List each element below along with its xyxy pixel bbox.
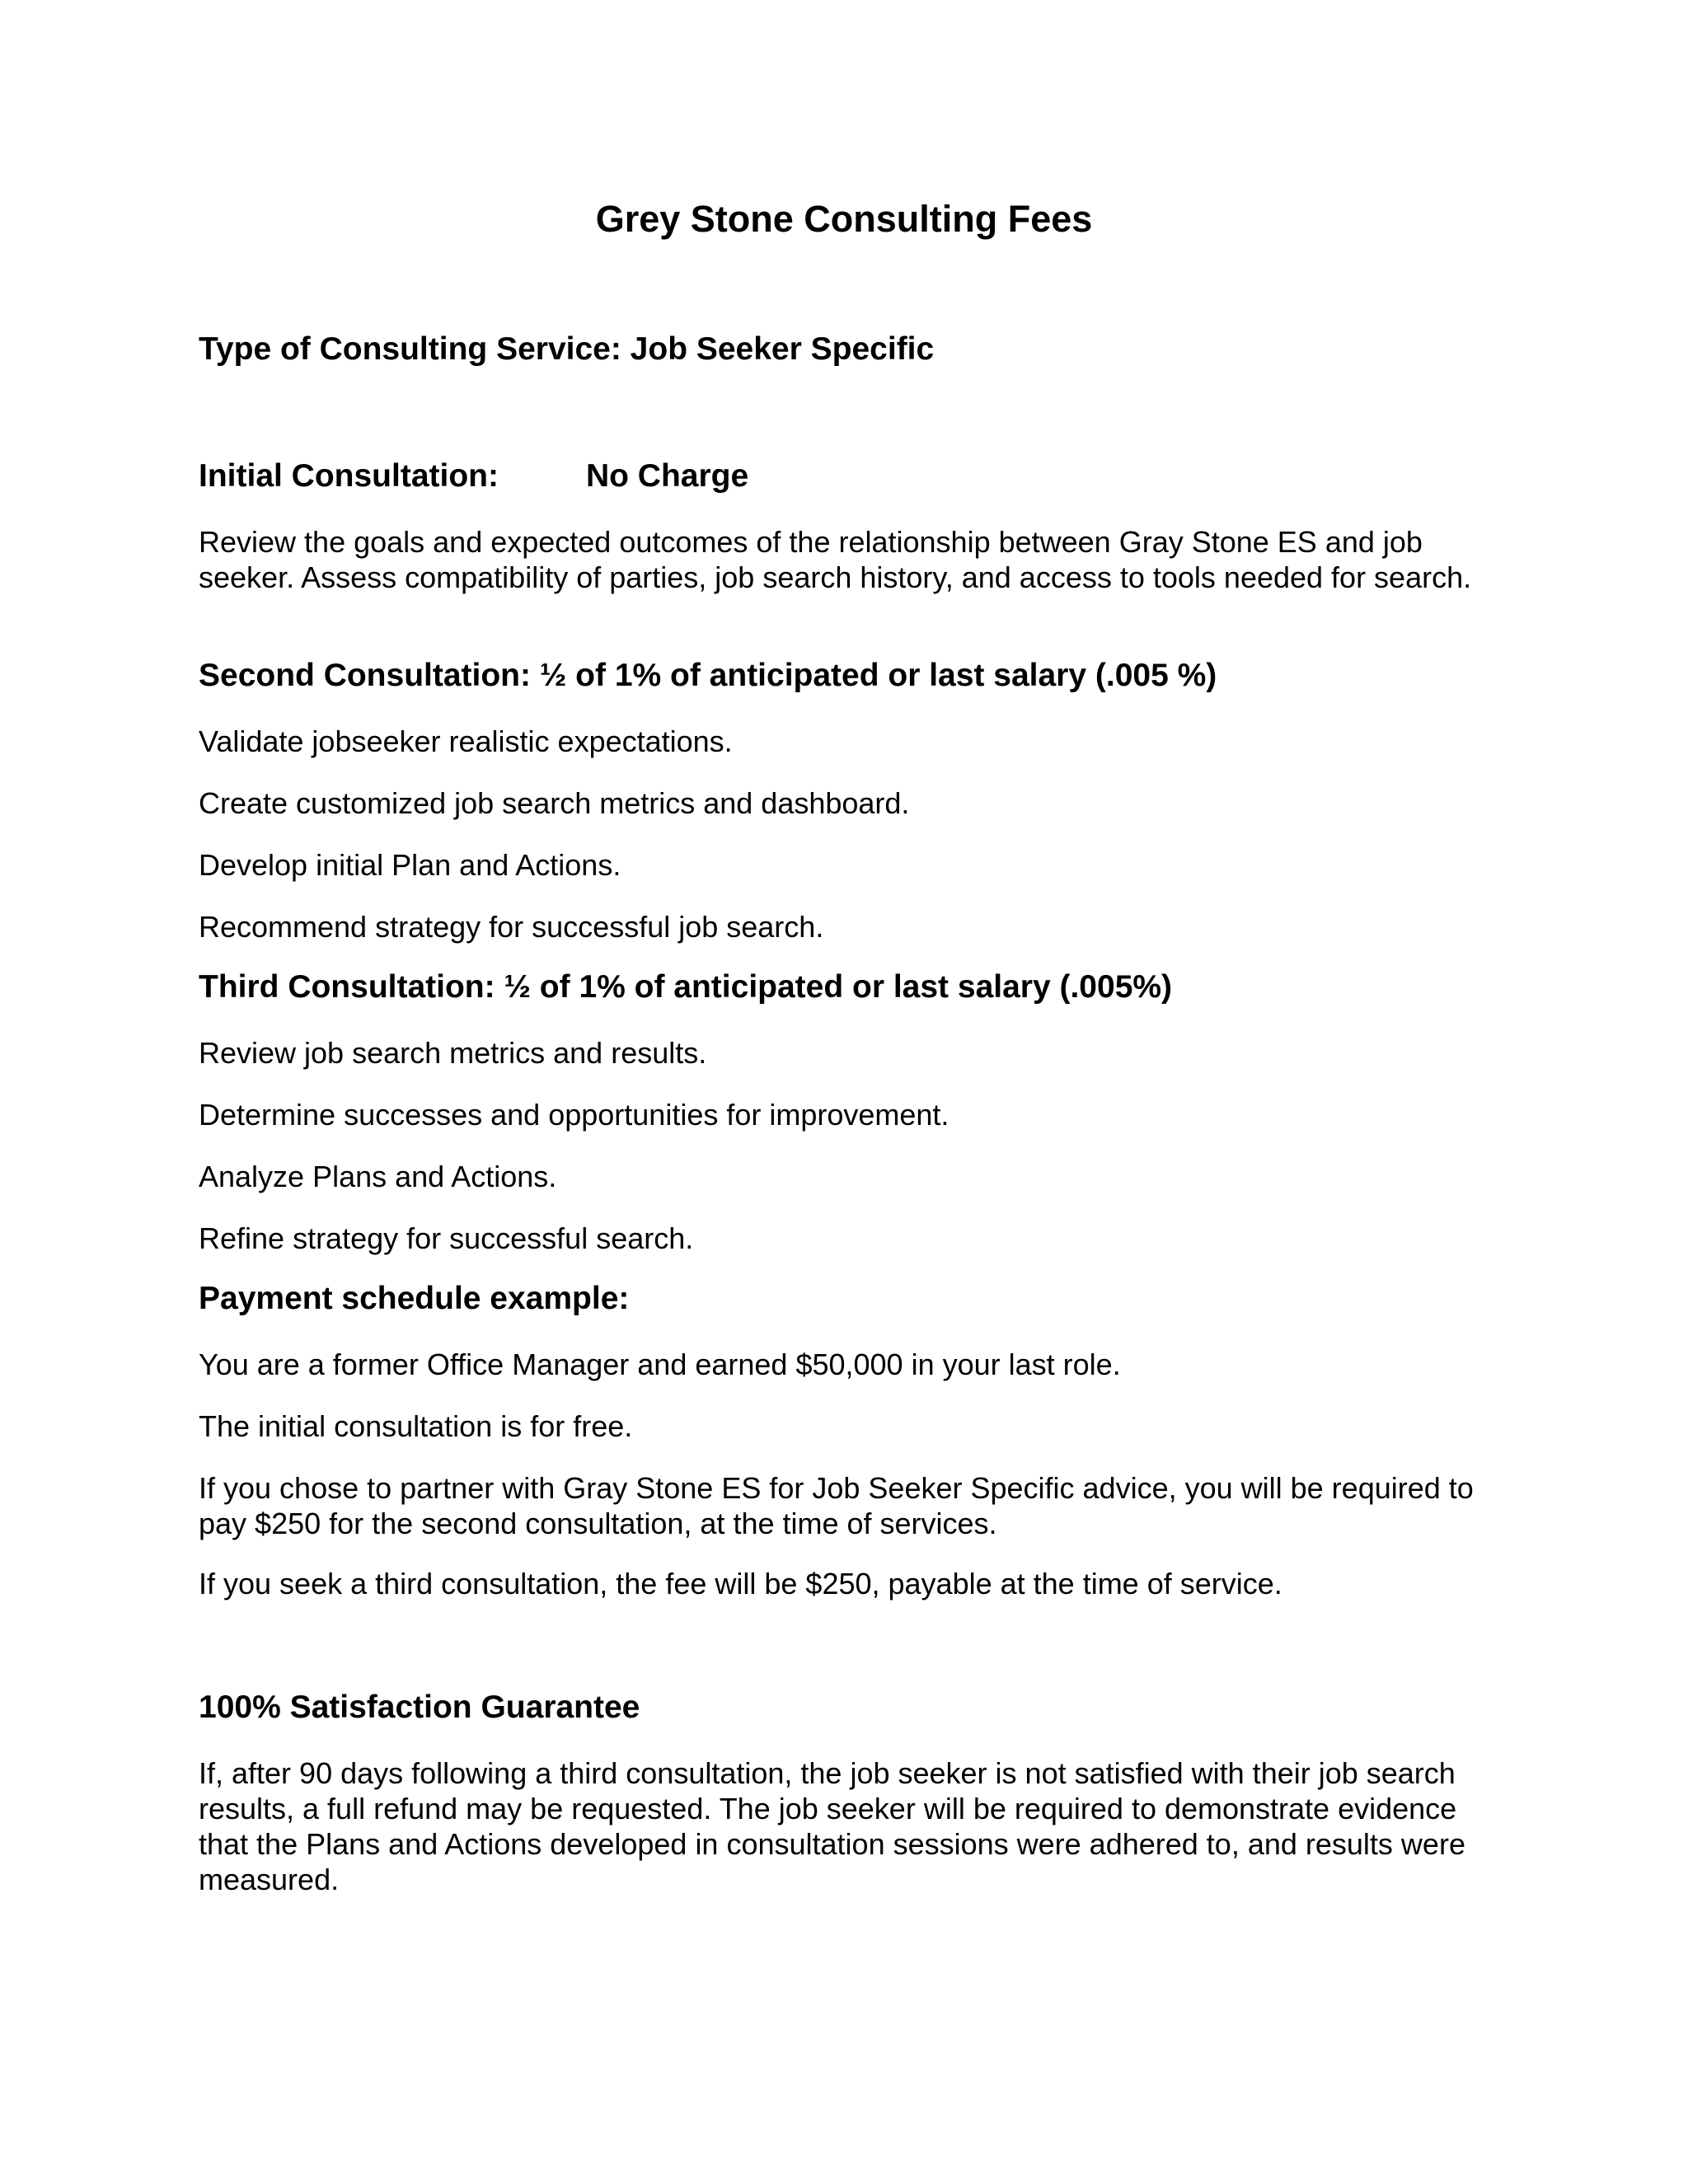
- page-title: Grey Stone Consulting Fees: [595, 198, 1093, 240]
- second-item-2: Create customized job search metrics and dashboard.: [199, 786, 910, 820]
- payment-item-4: If you seek a third consultation, the fee will be $250, payable at the time of service.: [199, 1567, 1282, 1601]
- initial-consultation-fee: No Charge: [585, 458, 749, 494]
- third-consultation-heading: Third Consultation: ½ of 1% of anticipated or last salary (.005%): [199, 969, 1173, 1005]
- initial-consultation-label: Initial Consultation:: [199, 458, 499, 494]
- second-consultation-heading: Second Consultation: ½ of 1% of anticipated or last salary (.005 %): [199, 658, 1217, 693]
- third-item-3: Analyze Plans and Actions.: [199, 1160, 557, 1193]
- service-type-heading: Type of Consulting Service: Job Seeker Specific: [199, 331, 935, 367]
- third-item-4: Refine strategy for successful search.: [199, 1221, 694, 1255]
- guarantee-text: If, after 90 days following a third consultation, the job seeker is not satisfied with their job search results, a full refund may be requested. The job seeker will be required to demonstrate evidence that the Plans and Actions developed in consultation sessions were adhered to, and results were measured.: [199, 1756, 1465, 1896]
- initial-consultation-heading: [199, 458, 748, 494]
- payment-item-3: If you chose to partner with Gray Stone ES for Job Seeker Specific advice, you will be required to pay $250 for the second consultation, at the time of services.: [199, 1471, 1474, 1540]
- initial-consultation-description: Review the goals and expected outcomes of the relationship between Gray Stone ES and job seeker. Assess compatibility of parties, job search history, and access to tools needed for search.: [199, 525, 1472, 594]
- third-item-2: Determine successes and opportunities for improvement.: [199, 1098, 950, 1132]
- payment-item-1: You are a former Office Manager and earned $50,000 in your last role.: [199, 1347, 1121, 1381]
- second-item-3: Develop initial Plan and Actions.: [199, 848, 621, 882]
- second-item-1: Validate jobseeker realistic expectations.: [199, 724, 733, 758]
- guarantee-heading: 100% Satisfaction Guarantee: [199, 1690, 640, 1725]
- second-item-4: Recommend strategy for successful job search.: [199, 910, 824, 944]
- third-item-1: Review job search metrics and results.: [199, 1036, 707, 1070]
- payment-item-2: The initial consultation is for free.: [199, 1409, 633, 1443]
- payment-schedule-heading: Payment schedule example:: [199, 1281, 630, 1316]
